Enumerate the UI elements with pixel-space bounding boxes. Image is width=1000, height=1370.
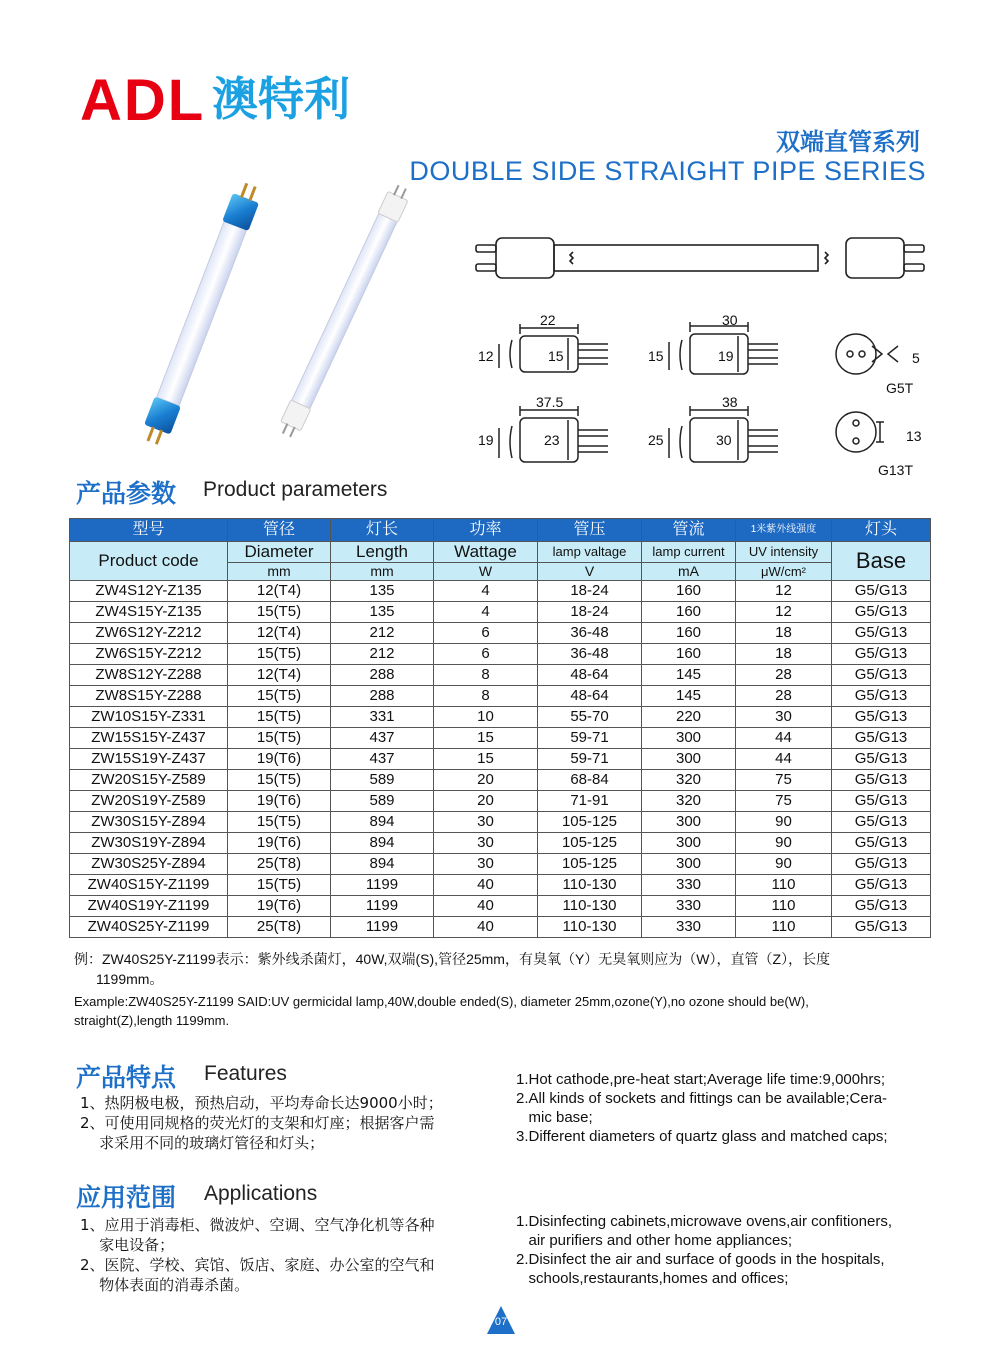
table-row: [70, 665, 931, 686]
dim-t6-inner: 19: [718, 348, 734, 364]
table-cell: 19(T6): [228, 791, 331, 812]
features-en-line: 2.All kinds of sockets and fittings can be available;Cera-: [516, 1090, 888, 1107]
table-cell: 30: [736, 707, 832, 728]
unit-cell: V: [538, 563, 642, 581]
dim-t8a-inner: 23: [544, 432, 560, 448]
table-cell: G5/G13: [832, 833, 931, 854]
table-cell: 4: [434, 581, 538, 602]
table-cell: 15(T5): [228, 644, 331, 665]
product-parameters-table: [69, 518, 931, 938]
table-row: [70, 833, 931, 854]
table-cell: 300: [642, 749, 736, 770]
dim-t6-length: 30: [722, 312, 738, 328]
table-row: [70, 896, 931, 917]
table-cell: 4: [434, 602, 538, 623]
table-cell: 30: [434, 812, 538, 833]
series-title-cn: 双端直管系列: [776, 128, 920, 156]
table-cell: 71-91: [538, 791, 642, 812]
unit-cell: W: [434, 563, 538, 581]
applications-cn-line: 物体表面的消毒杀菌。: [80, 1276, 250, 1294]
table-cell: 105-125: [538, 833, 642, 854]
table-cell: 110: [736, 875, 832, 896]
dim-t5-inner: 15: [548, 348, 564, 364]
table-cell: G5/G13: [832, 728, 931, 749]
table-cell: ZW8S12Y-Z288: [70, 665, 228, 686]
applications-en-line: 2.Disinfect the air and surface of goods in the hospitals,: [516, 1251, 885, 1268]
header-en-cell: UV intensity: [736, 542, 832, 563]
table-cell: 300: [642, 728, 736, 749]
table-cell: 28: [736, 665, 832, 686]
series-title-en: DOUBLE SIDE STRAIGHT PIPE SERIES: [409, 156, 926, 186]
table-cell: 18-24: [538, 581, 642, 602]
table-cell: 40: [434, 875, 538, 896]
table-cell: 19(T6): [228, 833, 331, 854]
cap-diagram-t6: [642, 310, 792, 380]
example-note-cn-line2: 1199mm。: [96, 971, 164, 987]
params-title-cn: 产品参数: [76, 479, 177, 508]
table-cell: 135: [331, 581, 434, 602]
header-en-cell: Product code: [70, 542, 228, 581]
table-cell: 320: [642, 791, 736, 812]
table-cell: 15(T5): [228, 875, 331, 896]
unit-cell: μW/cm²: [736, 563, 832, 581]
example-note-en-line2: straight(Z),length 1199mm.: [74, 1013, 230, 1028]
applications-en-line: air purifiers and other home appliances;: [516, 1232, 792, 1249]
example-note-cn: [74, 949, 934, 989]
table-cell: 437: [331, 749, 434, 770]
table-cell: 48-64: [538, 665, 642, 686]
g13t-dim: 13: [906, 428, 922, 444]
header-cn-cell: 管压: [538, 519, 642, 542]
table-cell: 894: [331, 854, 434, 875]
table-cell: 30: [434, 833, 538, 854]
table-cell: ZW40S15Y-Z1199: [70, 875, 228, 896]
header-cn-cell: 管流: [642, 519, 736, 542]
table-cell: ZW4S15Y-Z135: [70, 602, 228, 623]
table-cell: 12(T4): [228, 623, 331, 644]
table-row: [70, 791, 931, 812]
table-header-en-row: [70, 542, 931, 563]
table-cell: ZW10S15Y-Z331: [70, 707, 228, 728]
table-cell: 6: [434, 644, 538, 665]
table-cell: 15(T5): [228, 602, 331, 623]
table-cell: 20: [434, 791, 538, 812]
table-cell: 331: [331, 707, 434, 728]
table-cell: 59-71: [538, 749, 642, 770]
table-cell: 15(T5): [228, 728, 331, 749]
table-cell: 75: [736, 770, 832, 791]
features-cn-list: [80, 1093, 500, 1153]
table-cell: 110-130: [538, 896, 642, 917]
table-cell: ZW6S12Y-Z212: [70, 623, 228, 644]
features-cn-line: 2、可使用同规格的荧光灯的支架和灯座；根据客户需: [80, 1114, 435, 1132]
table-cell: 105-125: [538, 854, 642, 875]
table-cell: 330: [642, 875, 736, 896]
table-cell: 110-130: [538, 875, 642, 896]
g5t-dim: 5: [912, 350, 920, 366]
features-cn-line: 求采用不同的玻璃灯管径和灯头；: [80, 1134, 325, 1152]
table-row: [70, 686, 931, 707]
header-cn-cell: 灯长: [331, 519, 434, 542]
table-cell: G5/G13: [832, 644, 931, 665]
table-cell: ZW8S15Y-Z288: [70, 686, 228, 707]
features-en-line: 1.Hot cathode,pre-heat start;Average life time:9,000hrs;: [516, 1071, 886, 1088]
table-cell: 110: [736, 917, 832, 938]
table-cell: 212: [331, 623, 434, 644]
applications-title-cn: 应用范围: [76, 1183, 177, 1212]
table-cell: 330: [642, 917, 736, 938]
table-cell: 110-130: [538, 917, 642, 938]
g13t-label: G13T: [878, 462, 914, 478]
dim-t8b-length: 38: [722, 394, 738, 410]
applications-en-list: [516, 1212, 956, 1288]
table-cell: 75: [736, 791, 832, 812]
applications-cn-line: 2、医院、学校、宾馆、饭店、家庭、办公室的空气和: [80, 1256, 435, 1274]
dim-t8a-outer: 19: [478, 432, 494, 448]
table-cell: 19(T6): [228, 749, 331, 770]
dim-t5-outer: 12: [478, 348, 494, 364]
table-cell: 288: [331, 686, 434, 707]
table-cell: 15(T5): [228, 686, 331, 707]
table-cell: ZW40S25Y-Z1199: [70, 917, 228, 938]
white-cap-lamp: [276, 182, 412, 440]
table-cell: 90: [736, 812, 832, 833]
header-en-cell: Wattage: [434, 542, 538, 563]
header-en-cell: Base: [832, 542, 931, 581]
table-cell: 12(T4): [228, 581, 331, 602]
table-cell: 30: [434, 854, 538, 875]
dim-t6-outer: 15: [648, 348, 664, 364]
features-en-line: mic base;: [516, 1109, 593, 1126]
table-cell: 300: [642, 812, 736, 833]
table-cell: G5/G13: [832, 623, 931, 644]
table-cell: 44: [736, 749, 832, 770]
table-cell: 15(T5): [228, 707, 331, 728]
applications-cn-line: 家电设备；: [80, 1236, 175, 1254]
table-cell: 894: [331, 812, 434, 833]
brand-logo-cn: 澳特利: [212, 72, 350, 126]
dim-t8a-length: 37.5: [536, 394, 564, 410]
table-cell: G5/G13: [832, 791, 931, 812]
table-cell: 15(T5): [228, 812, 331, 833]
table-cell: 15: [434, 749, 538, 770]
header-en-cell: Length: [331, 542, 434, 563]
features-cn-line: 1、热阴极电极，预热启动，平均寿命长达9000小时；: [80, 1094, 443, 1112]
table-cell: 68-84: [538, 770, 642, 791]
table-cell: 145: [642, 686, 736, 707]
table-cell: 589: [331, 791, 434, 812]
table-cell: 40: [434, 896, 538, 917]
features-title-cn: 产品特点: [76, 1063, 177, 1092]
g5t-socket-diagram: [832, 330, 922, 380]
header-en-cell: lamp valtage: [538, 542, 642, 563]
table-cell: 437: [331, 728, 434, 749]
table-cell: 12(T4): [228, 665, 331, 686]
lamp-illustration: [70, 170, 490, 460]
table-cell: 12: [736, 581, 832, 602]
table-cell: 320: [642, 770, 736, 791]
table-cell: 220: [642, 707, 736, 728]
table-cell: 90: [736, 833, 832, 854]
features-en-list: [516, 1070, 946, 1146]
table-cell: G5/G13: [832, 770, 931, 791]
table-cell: 28: [736, 686, 832, 707]
table-cell: 15: [434, 728, 538, 749]
table-cell: 48-64: [538, 686, 642, 707]
table-cell: G5/G13: [832, 581, 931, 602]
table-cell: ZW15S15Y-Z437: [70, 728, 228, 749]
table-cell: 1199: [331, 875, 434, 896]
header-en-cell: lamp current: [642, 542, 736, 563]
example-note-en-line1: Example:ZW40S25Y-Z1199 SAID:UV germicidal lamp,40W,double ended(S), diameter 25mm,ozone(Y),no ozone should be(W),: [74, 994, 809, 1009]
header-en-cell: Diameter: [228, 542, 331, 563]
table-cell: 160: [642, 623, 736, 644]
table-cell: 36-48: [538, 644, 642, 665]
table-cell: ZW30S19Y-Z894: [70, 833, 228, 854]
applications-title-en: Applications: [204, 1182, 318, 1205]
table-cell: G5/G13: [832, 749, 931, 770]
page-number: 07: [494, 1316, 508, 1328]
table-row: [70, 749, 931, 770]
table-cell: ZW20S15Y-Z589: [70, 770, 228, 791]
table-cell: 44: [736, 728, 832, 749]
table-cell: 160: [642, 644, 736, 665]
table-row: [70, 602, 931, 623]
table-cell: 300: [642, 833, 736, 854]
table-cell: 18: [736, 623, 832, 644]
table-cell: G5/G13: [832, 896, 931, 917]
table-cell: 25(T8): [228, 854, 331, 875]
table-cell: 8: [434, 665, 538, 686]
table-cell: 19(T6): [228, 896, 331, 917]
example-note-en: [74, 992, 954, 1030]
table-cell: G5/G13: [832, 602, 931, 623]
header-cn-cell: 功率: [434, 519, 538, 542]
table-cell: G5/G13: [832, 686, 931, 707]
unit-cell: mm: [331, 563, 434, 581]
table-cell: G5/G13: [832, 875, 931, 896]
table-cell: ZW6S15Y-Z212: [70, 644, 228, 665]
table-cell: ZW15S19Y-Z437: [70, 749, 228, 770]
brand-logo: ADL: [80, 68, 206, 133]
table-row: [70, 707, 931, 728]
table-cell: 145: [642, 665, 736, 686]
table-cell: 15(T5): [228, 770, 331, 791]
table-cell: 330: [642, 896, 736, 917]
header-cn-cell: 型号: [70, 519, 228, 542]
cap-dimension-diagrams: [472, 310, 932, 480]
lamp-outline-diagram: [470, 228, 930, 298]
table-cell: ZW30S15Y-Z894: [70, 812, 228, 833]
table-cell: 1199: [331, 896, 434, 917]
table-cell: 8: [434, 686, 538, 707]
table-cell: 40: [434, 917, 538, 938]
table-cell: 300: [642, 854, 736, 875]
g5t-label: G5T: [886, 380, 914, 396]
table-cell: 135: [331, 602, 434, 623]
table-row: [70, 812, 931, 833]
table-cell: 160: [642, 602, 736, 623]
unit-cell: mm: [228, 563, 331, 581]
table-cell: 894: [331, 833, 434, 854]
table-cell: G5/G13: [832, 854, 931, 875]
header-cn-cell: 灯头: [832, 519, 931, 542]
table-row: [70, 917, 931, 938]
table-row: [70, 854, 931, 875]
table-cell: ZW40S19Y-Z1199: [70, 896, 228, 917]
table-row: [70, 875, 931, 896]
table-cell: 20: [434, 770, 538, 791]
table-cell: 288: [331, 665, 434, 686]
table-cell: 12: [736, 602, 832, 623]
table-cell: 18: [736, 644, 832, 665]
table-row: [70, 728, 931, 749]
table-cell: 589: [331, 770, 434, 791]
table-cell: 55-70: [538, 707, 642, 728]
features-title-en: Features: [204, 1062, 287, 1085]
dim-t8b-outer: 25: [648, 432, 664, 448]
table-row: [70, 581, 931, 602]
table-header-cn-row: [70, 519, 931, 542]
table-row: [70, 770, 931, 791]
table-cell: G5/G13: [832, 707, 931, 728]
table-cell: 1199: [331, 917, 434, 938]
header-cn-cell: 管径: [228, 519, 331, 542]
table-row: [70, 623, 931, 644]
header-cn-cell: 1米紫外线强度: [736, 519, 832, 542]
table-cell: 105-125: [538, 812, 642, 833]
table-cell: 36-48: [538, 623, 642, 644]
applications-cn-line: 1、应用于消毒柜、微波炉、空调、空气净化机等各种: [80, 1216, 435, 1234]
blue-cap-lamp: [139, 180, 264, 448]
applications-en-line: 1.Disinfecting cabinets,microwave ovens,air confitioners,: [516, 1213, 893, 1230]
table-cell: ZW20S19Y-Z589: [70, 791, 228, 812]
table-cell: 6: [434, 623, 538, 644]
table-cell: 10: [434, 707, 538, 728]
features-en-line: 3.Different diameters of quartz glass and matched caps;: [516, 1128, 888, 1145]
table-row: [70, 644, 931, 665]
example-note-cn-line1: 例：ZW40S25Y-Z1199表示：紫外线杀菌灯，40W,双端(S),管径25mm，有臭氧（Y）无臭氧则应为（W），直管（Z），长度: [74, 951, 831, 967]
table-cell: 212: [331, 644, 434, 665]
table-cell: 59-71: [538, 728, 642, 749]
unit-cell: mA: [642, 563, 736, 581]
table-cell: 18-24: [538, 602, 642, 623]
params-title-en: Product parameters: [203, 478, 388, 501]
applications-cn-list: [80, 1215, 500, 1295]
table-cell: ZW4S12Y-Z135: [70, 581, 228, 602]
table-cell: 90: [736, 854, 832, 875]
table-cell: G5/G13: [832, 665, 931, 686]
dim-t5-length: 22: [540, 312, 556, 328]
dim-t8b-inner: 30: [716, 432, 732, 448]
table-cell: G5/G13: [832, 812, 931, 833]
applications-en-line: schools,restaurants,homes and offices;: [516, 1270, 789, 1287]
table-cell: G5/G13: [832, 917, 931, 938]
table-cell: ZW30S25Y-Z894: [70, 854, 228, 875]
table-cell: 110: [736, 896, 832, 917]
table-cell: 25(T8): [228, 917, 331, 938]
table-cell: 160: [642, 581, 736, 602]
